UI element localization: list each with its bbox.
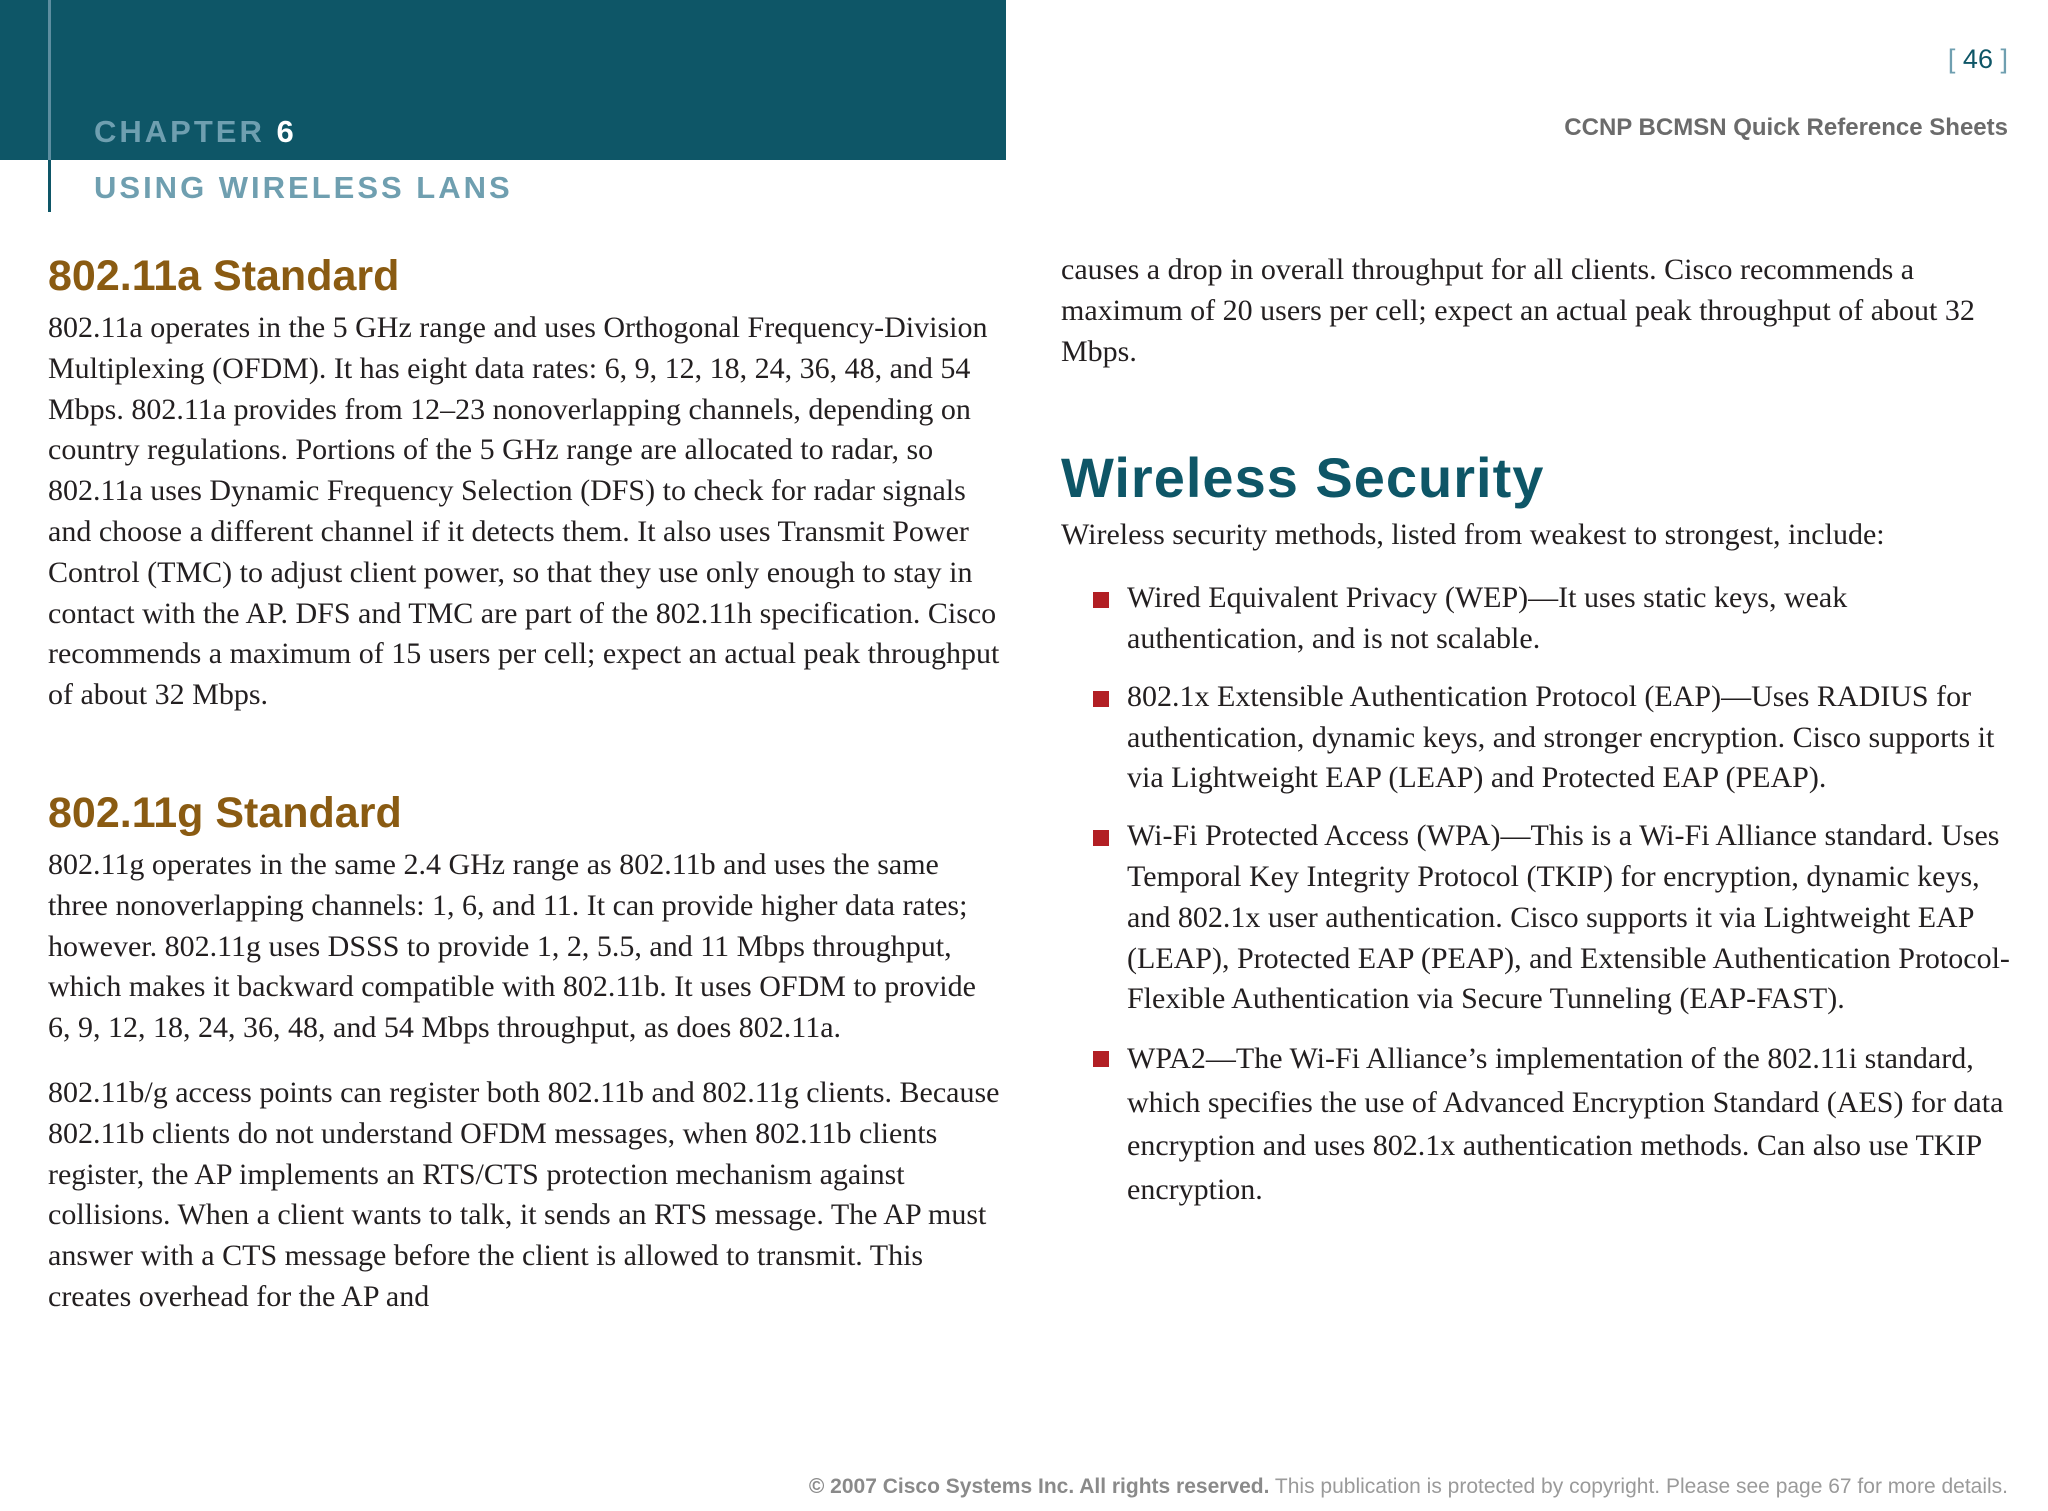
list-item-text: Wi-Fi Protected Access (WPA)—This is a Wi-Fi Alliance standard. Uses Temporal Key Integrity Protocol (TKIP) for encryption, dynamic keys, and 802.1x user authentication. Cisco supports it via Lightweight EAP (LEAP), Protected EAP (PEAP), and Extensible Authentication Protocol-Flexible Authentication via Secure Tunneling (EAP-FAST). [1127,819,2010,1016]
copyright-details: This publication is protected by copyright. Please see page 67 for more details. [1274,1475,2008,1498]
security-methods-list [1061,578,2021,1211]
chapter-title: USING WIRELESS LANS [94,170,513,205]
left-column [48,250,1004,1318]
copyright-footer [809,1475,2008,1499]
chapter-number: 6 [276,114,297,149]
list-item-text: Wired Equivalent Privacy (WEP)—It uses static keys, weak authentication, and is not scalable. [1127,581,1848,655]
list-item [1061,816,2021,1020]
list-item [1061,578,2021,660]
chapter-label [94,114,297,150]
security-intro: Wireless security methods, listed from weakest to strongest, include: [1061,518,1885,552]
page-bracket-open: [ [1947,44,1956,74]
right-column [1061,250,2021,1211]
page-number [1948,44,2008,75]
paragraph-80211g-1: 802.11g operates in the same 2.4 GHz range as 802.11b and uses the same three nonoverlapping channels: 1, 6, and 11. It can provide higher data rates; however. 802.11g uses DSSS to provide 1, 2, 5.5, and 11 Mbps throughput, which makes it backward compatible with 802.11b. It uses OFDM to provide 6, 9, 12, 18, 24, 36, 48, and 54 Mbps throughput, as does 802.11a. [48,847,976,1045]
bullet-square-icon [1093,1051,1109,1067]
bullet-square-icon [1093,830,1109,846]
paragraph-80211g-2: 802.11b/g access points can register both 802.11b and 802.11g clients. Because 802.11b clients do not understand OFDM messages, when 802.11b clients register, the AP implements an RTS/CTS protection mechanism against collisions. When a client wants to talk, it sends an RTS message. The AP must answer with a CTS message before the client is allowed to transmit. This creates overhead for the AP and [48,1075,1000,1313]
list-item-text: 802.1x Extensible Authentication Protocol (EAP)—Uses RADIUS for authentication, dynamic keys, and stronger encryption. Cisco supports it via Lightweight EAP (LEAP) and Protected EAP (PEAP). [1127,679,1995,795]
section-heading-80211g: 802.11g Standard [48,788,402,837]
list-item-text: WPA2—The Wi-Fi Alliance’s implementation of the 802.11i standard, which specifies the use of Advanced Encryption Standard (AES) for data encryption and uses 802.1x authentication methods. Can also use TKIP encryption. [1127,1042,2004,1206]
paragraph-continued: causes a drop in overall throughput for all clients. Cisco recommends a maximum of 20 users per cell; expect an actual peak throughput of about 32 Mbps. [1061,253,1975,368]
list-item [1061,677,2021,799]
page-bracket-close: ] [2000,44,2008,74]
chapter-word: CHAPTER [94,114,265,149]
copyright-notice: © 2007 Cisco Systems Inc. All rights reserved. [808,1475,1270,1498]
page-number-value: 46 [1962,44,1993,74]
bullet-square-icon [1093,592,1109,608]
bullet-square-icon [1093,691,1109,707]
book-title: CCNP BCMSN Quick Reference Sheets [1564,114,2008,141]
section-heading-80211a: 802.11a Standard [48,252,400,300]
paragraph-80211a: 802.11a operates in the 5 GHz range and uses Orthogonal Frequency-Division Multiplexing (OFDM). It has eight data rates: 6, 9, 12, 18, 24, 36, 48, and 54 Mbps. 802.11a provides from 12–23 nonoverlapping channels, depending on country regulations. Portions of the 5 GHz range are allocated to radar, so 802.11a uses Dynamic Frequency Selection (DFS) to check for radar signals and choose a different channel if it detects them. It also uses Transmit Power Control (TMC) to adjust client power, so that they use only enough to stay in contact with the AP. DFS and TMC are part of the 802.11h specification. Cisco recommends a maximum of 15 users per cell; expect an actual peak throughput of about 32 Mbps. [48,311,1000,712]
list-item [1061,1037,2021,1211]
banner-rule-accent [48,0,51,160]
section-heading-wireless-security: Wireless Security [1061,446,1545,510]
